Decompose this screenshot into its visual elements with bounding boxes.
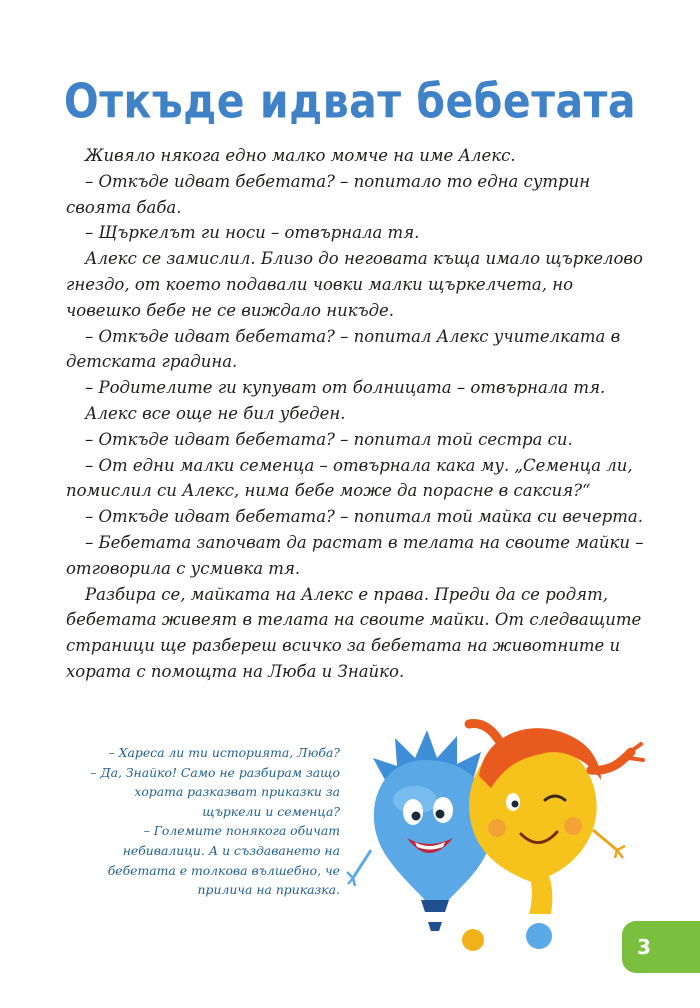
character-dialogue	[80, 743, 340, 900]
story-paragraph: – Откъде идват бебетата? – попитал той сестра си.	[85, 429, 573, 449]
dialogue-line: – Да, Знайко! Само не разбирам защо хората разказват приказки за щъркели и семенца?	[90, 764, 340, 819]
lyuba-character	[469, 724, 643, 949]
story-paragraph: – Щъркелът ги носи – отвърнала тя.	[85, 223, 420, 243]
dialogue-line: – Големите понякога обичат небивалици. А и създаването на бебетата е толкова вълшебно, че прилича на приказка.	[107, 823, 340, 898]
znayko-character	[347, 730, 494, 951]
story-paragraph: – От едни малки семенца – отвърнала кака му. „Семенца ли, помислил си Алекс, нима бебе може да порасне в саксия?“	[66, 455, 633, 501]
page-title: Откъде идват бебетата	[63, 74, 637, 130]
story-paragraph: – Откъде идват бебетата? – попитал Алекс учителката в детската градина.	[66, 326, 621, 372]
story-paragraph: Живяло някога едно малко момче на име Алекс.	[85, 146, 516, 165]
story-paragraph: – Откъде идват бебетата? – попитало то една сутрин своята баба.	[66, 171, 591, 217]
story-paragraph: – Бебетата започват да растат в телата на своите майки – отговорила с усмивка тя.	[66, 532, 644, 578]
story-paragraph: Разбира се, майката на Алекс е права. Преди да се родят, бебетата живеят в телата на своите майки. От следващите страници ще разбереш всичко за бебетата на животните и хората с помощта на Люба и Знайко.	[66, 584, 642, 681]
story-paragraph: Алекс все още не бил убеден.	[85, 403, 346, 423]
story-paragraph: Алекс се замислил. Близо до неговата къща имало щъркелово гнездо, от което подавали човки малки щъркелчета, но човешко бебе не се виждало никъде.	[66, 249, 643, 320]
page-number: 3	[637, 935, 651, 959]
dialogue-line: – Хареса ли ти историята, Люба?	[108, 745, 340, 760]
story-text	[66, 143, 646, 685]
characters-illustration	[345, 700, 650, 960]
page-number-tab	[622, 921, 700, 973]
story-paragraph: – Откъде идват бебетата? – попитал той майка си вечерта.	[85, 507, 644, 527]
story-paragraph: – Родителите ги купуват от болницата – отвърнала тя.	[85, 378, 606, 398]
